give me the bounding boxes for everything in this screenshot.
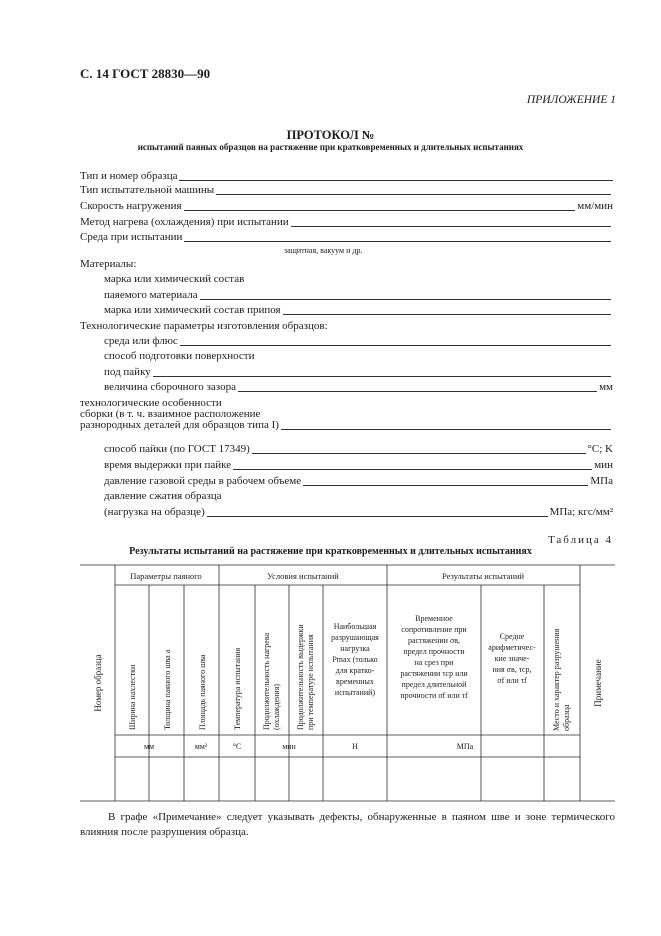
field-label: способ пайки (по ГОСТ 17349) bbox=[104, 443, 250, 455]
col-average bbox=[488, 632, 536, 685]
col-max-load bbox=[331, 622, 379, 697]
col-fracture-l1: Место и характер разрушения bbox=[552, 628, 561, 731]
field-label: Тип испытательной машины bbox=[80, 184, 215, 196]
col-max-load-line: для кратко- bbox=[335, 666, 375, 675]
field-unit: мм bbox=[599, 381, 613, 393]
col-max-load-line: испытаний) bbox=[334, 688, 376, 697]
field-label: Среда при испытании bbox=[80, 231, 183, 243]
materials-heading: Материалы: bbox=[80, 258, 137, 270]
col-max-load-line: Pmax (только bbox=[332, 655, 378, 664]
col-strength-line: Временное bbox=[415, 614, 453, 623]
compression-line1: давление сжатия образца bbox=[104, 490, 222, 502]
col-hold-duration-l1: Продолжительность выдержки bbox=[296, 624, 305, 730]
col-max-load-line: нагрузка bbox=[340, 644, 370, 653]
field-label: среда или флюс bbox=[104, 335, 178, 347]
col-seam-area: Площадь паяного шва bbox=[198, 654, 207, 730]
field-label: разнородных деталей для образцов типа I) bbox=[80, 419, 279, 431]
col-overlap-width: Ширина нахлестки bbox=[128, 664, 137, 730]
col-hold-duration-l2: при температуре испытания bbox=[306, 634, 315, 730]
col-average-line: кие значе- bbox=[494, 654, 530, 663]
field-unit: МПа; кгс/мм² bbox=[549, 506, 613, 518]
footnote: В графе «Примечание» следует указывать дефекты, обнаруженные в паяном шве и зоне термического влияния после разрушения образца. bbox=[80, 811, 615, 838]
col-heating-duration-l2: (охлаждения) bbox=[272, 683, 281, 730]
grade-label-line1: марка или химический состав bbox=[104, 273, 245, 285]
col-average-line: σf или τf bbox=[497, 676, 527, 685]
field-label: величина сборочного зазора bbox=[104, 381, 236, 393]
col-strength-line: сопротивление при bbox=[401, 625, 467, 634]
field-label: время выдержки при пайке bbox=[104, 459, 232, 471]
field-label: под пайку bbox=[104, 366, 151, 378]
appendix-label: ПРИЛОЖЕНИЕ 1 bbox=[526, 94, 616, 106]
col-max-load-line: разрушающая bbox=[331, 633, 379, 642]
table-caption: Результаты испытаний на растяжение при кратковременных и длительных испытаниях bbox=[129, 546, 532, 557]
unit-mpa: МПа bbox=[456, 742, 474, 751]
tech-params-heading: Технологические параметры изготовления образцов: bbox=[80, 320, 328, 332]
protocol-subtitle: испытаний паяных образцов на растяжение при кратковременных и длительных испытаниях bbox=[137, 142, 524, 152]
page-header: С. 14 ГОСТ 28830—90 bbox=[80, 66, 211, 81]
unit-deg: °С bbox=[232, 742, 242, 751]
col-strength-line: прочности σf или τf bbox=[400, 691, 468, 700]
surface-prep-line1: способ подготовки поверхности bbox=[104, 350, 255, 362]
col-heating-duration-l1: Продолжительность нагрева bbox=[262, 632, 271, 730]
field-label: Метод нагрева (охлаждения) при испытании bbox=[80, 216, 289, 228]
col-strength bbox=[400, 614, 468, 700]
field-unit: МПа bbox=[590, 475, 613, 487]
unit-mm: мм bbox=[143, 742, 155, 751]
field-label: паяемого материала bbox=[104, 289, 198, 301]
unit-n: Н bbox=[352, 742, 358, 751]
col-temperature: Температура испытания bbox=[233, 647, 242, 730]
col-max-load-line: Наибольшая bbox=[333, 622, 377, 631]
field-label: давление газовой среды в рабочем объеме bbox=[104, 475, 302, 487]
field-label: (нагрузка на образце) bbox=[104, 506, 205, 518]
field-unit: °C; K bbox=[587, 443, 613, 455]
group-results: Результаты испытаний bbox=[441, 571, 525, 581]
col-max-load-line: временных bbox=[336, 677, 374, 686]
field-label: Скорость нагружения bbox=[80, 200, 182, 212]
col-average-line: ния σв, τср, bbox=[492, 665, 532, 674]
field-label: Тип и номер образца bbox=[80, 170, 178, 182]
tech-features-line1: технологические особенности bbox=[80, 397, 222, 409]
protocol-title: ПРОТОКОЛ № bbox=[286, 128, 375, 142]
col-fracture-l2: образца bbox=[562, 704, 571, 731]
group-conditions: Условия испытаний bbox=[267, 571, 339, 581]
field-unit: мм/мин bbox=[577, 200, 613, 212]
environment-note: защитная, вакуум и др. bbox=[284, 246, 363, 255]
unit-min: мин bbox=[282, 742, 296, 751]
table-number: Таблица 4 bbox=[547, 534, 613, 546]
col-strength-line: на срез при bbox=[414, 658, 454, 667]
unit-mm2: мм² bbox=[194, 742, 208, 751]
col-strength-line: растяжении τср или bbox=[400, 669, 468, 678]
col-sample-no: Номер образца bbox=[93, 654, 103, 712]
tech-features-line2: сборки (в т. ч. взаимное расположение bbox=[80, 408, 261, 420]
col-average-line: арифметичес- bbox=[488, 643, 536, 652]
col-seam-thickness: Толщина паяного шва a bbox=[163, 649, 172, 730]
col-strength-line: предел прочности bbox=[403, 647, 465, 656]
col-note: Примечание bbox=[593, 659, 603, 707]
col-strength-line: растяжении σв, bbox=[407, 636, 461, 645]
field-unit: мин bbox=[594, 459, 613, 471]
group-params: Параметры паяного bbox=[130, 571, 202, 581]
col-average-line: Средне bbox=[499, 632, 525, 641]
field-label: марка или химический состав припоя bbox=[104, 304, 281, 316]
col-strength-line: предел длительной bbox=[401, 680, 467, 689]
